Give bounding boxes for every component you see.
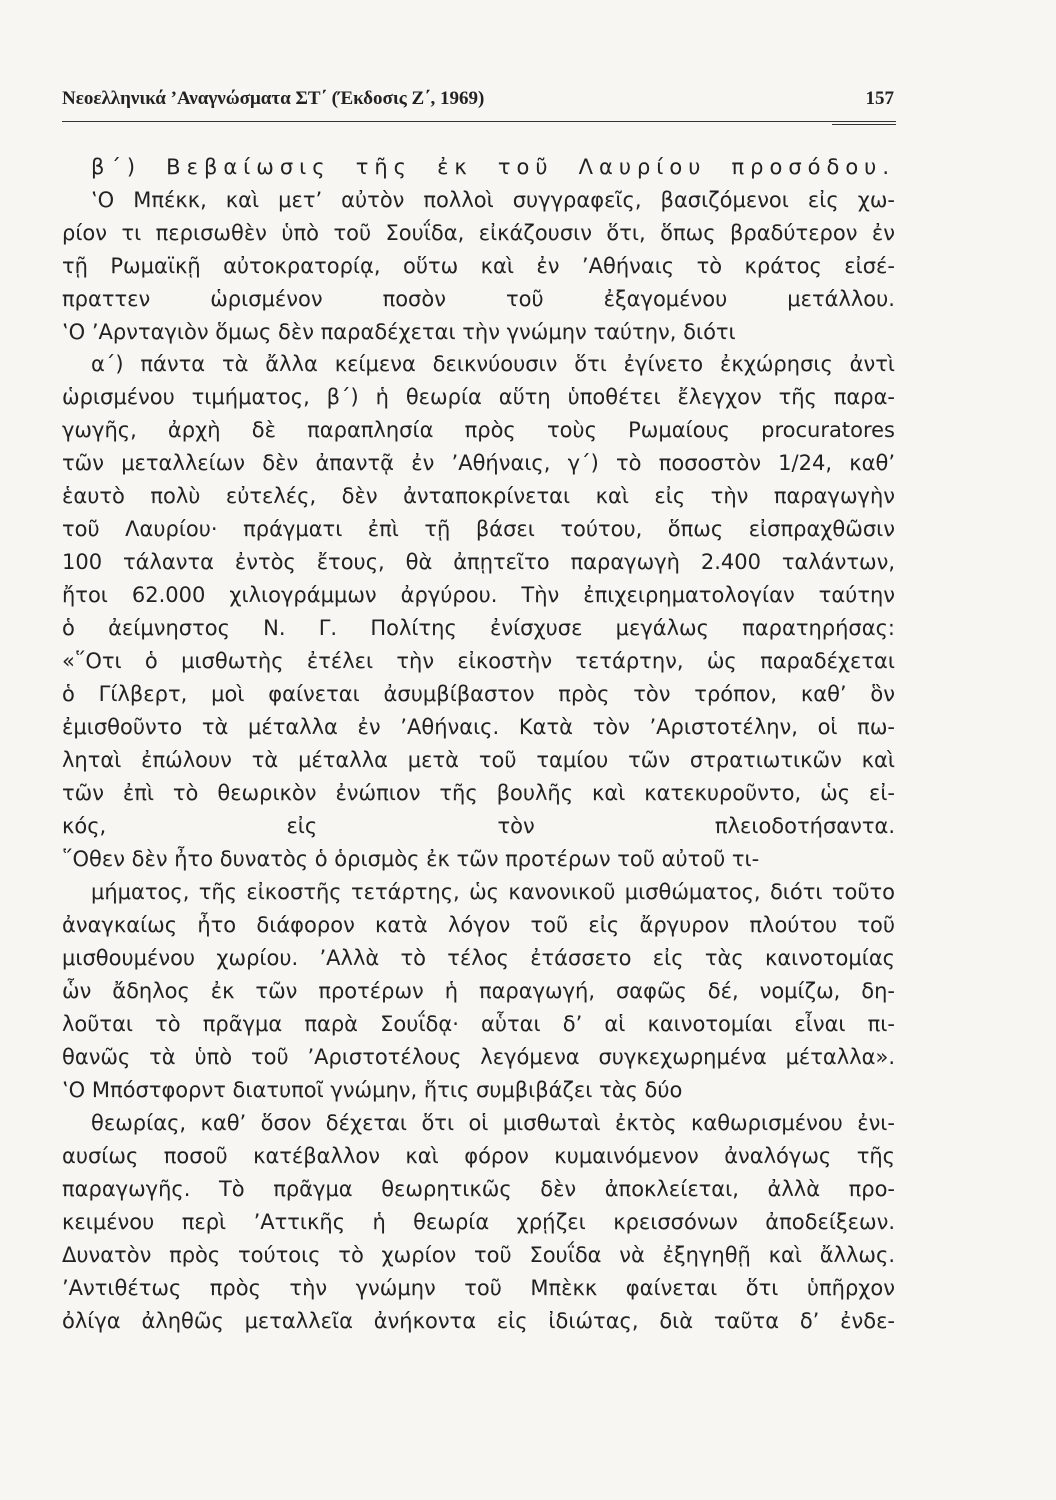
text-line: ὁ Γίλβερτ, μοὶ φαίνεται ἀσυμβίβαστον πρὸς τὸν τρόπον, καθ’ ὃν <box>62 682 895 706</box>
text-line: α΄) πάντα τὰ ἄλλα κείμενα δεικνύουσιν ὅτι ἐγίνετο ἐκχώρησις ἀντὶ <box>91 352 895 376</box>
header-rule <box>62 121 896 122</box>
text-line: ρίον τι περισωθὲν ὑπὸ τοῦ Σουΐδα, εἰκάζουσιν ὅτι, ὅπως βραδύτερον ἐν <box>62 221 895 245</box>
text-line: τῶν ἐπὶ τὸ θεωρικὸν ἐνώπιον τῆς βουλῆς καὶ κατεκυροῦντο, ὡς εἰ- <box>62 781 895 805</box>
text-line: ὧν ἄδηλος ἐκ τῶν προτέρων ἡ παραγωγή, σαφῶς δέ, νομίζω, δη- <box>62 979 895 1003</box>
text-line: τῇ Ρωμαϊκῇ αὐτοκρατορίᾳ, οὕτω καὶ ἐν ’Αθήναις τὸ κράτος εἰσέ- <box>62 254 895 278</box>
section-heading: β΄) Βεβαίωσις τῆς ἐκ τοῦ Λαυρίου προσόδου. <box>91 155 895 179</box>
text-line: πραττεν ὡρισμένον ποσὸν τοῦ ἐξαγομένου μετάλλου. <box>62 287 895 311</box>
text-line: ὀλίγα ἀληθῶς μεταλλεῖα ἀνήκοντα εἰς ἰδιώτας, διὰ ταῦτα δ’ ἐνδε- <box>62 1309 895 1333</box>
text-line: ἑαυτὸ πολὺ εὐτελές, δὲν ἀνταποκρίνεται καὶ εἰς τὴν παραγωγὴν <box>62 484 895 508</box>
text-line: ἐμισθοῦντο τὰ μέταλλα ἐν ’Αθήναις. Κατὰ τὸν ’Αριστοτέλην, οἱ πω- <box>62 715 895 739</box>
text-line: ‛Ο Μπέκκ, καὶ μετ’ αὐτὸν πολλοὶ συγγραφεῖς, βασιζόμενοι εἰς χω- <box>91 188 895 212</box>
running-header <box>62 88 894 118</box>
text-line: λοῦται τὸ πρᾶγμα παρὰ Σουΐδᾳ· αὗται δ’ αἱ καινοτομίαι εἶναι πι- <box>62 1012 895 1036</box>
text-line: γωγῆς, ἀρχὴ δὲ παραπλησία πρὸς τοὺς Ρωμαίους procuratores <box>62 418 895 442</box>
text-line: ὁ ἀείμνηστος Ν. Γ. Πολίτης ἐνίσχυσε μεγάλως παρατηρήσας: <box>62 616 895 640</box>
text-line: μισθουμένου χωρίου. ’Αλλὰ τὸ τέλος ἐτάσσετο εἰς τὰς καινοτομίας <box>62 946 895 970</box>
text-line <box>62 1337 895 1371</box>
running-title: Νεοελληνικά ’Αναγνώσματα ΣΤ΄ (Έκδοσις Ζ΄, 1969) <box>62 88 485 109</box>
text-line: κός, εἰς τὸν πλειοδοτήσαντα. <box>62 814 895 838</box>
text-line: παραγωγῆς. Τὸ πρᾶγμα θεωρητικῶς δὲν ἀποκλείεται, ἀλλὰ προ- <box>62 1177 895 1201</box>
text-line: 100 τάλαντα ἐντὸς ἔτους, θὰ ἀπῃτεῖτο παραγωγὴ 2.400 ταλάντων, <box>62 550 895 574</box>
page-number-underline <box>832 124 896 125</box>
text-line: ‛Ο ’Αρνταγιὸν ὅμως δὲν παραδέχεται τὴν γνώμην ταύτην, διότι <box>62 320 736 344</box>
text-line: τοῦ Λαυρίου· πράγματι ἐπὶ τῇ βάσει τούτου, ὅπως εἰσπραχθῶσιν <box>62 517 895 541</box>
text-line: θεωρίας, καθ’ ὅσον δέχεται ὅτι οἱ μισθωταὶ ἐκτὸς καθωρισμένου ἐνι- <box>91 1111 895 1135</box>
text-line: «῞Οτι ὁ μισθωτὴς ἐτέλει τὴν εἰκοστὴν τετάρτην, ὡς παραδέχεται <box>62 649 895 673</box>
text-line: ἤτοι 62.000 χιλιογράμμων ἀργύρου. Τὴν ἐπιχειρηματολογίαν ταύτην <box>62 583 895 607</box>
text-line: θανῶς τὰ ὑπὸ τοῦ ’Αριστοτέλους λεγόμενα συγκεχωρημένα μέταλλα». <box>62 1045 895 1069</box>
text-line: ληταὶ ἐπώλουν τὰ μέταλλα μετὰ τοῦ ταμίου τῶν στρατιωτικῶν καὶ <box>62 748 895 772</box>
text-line: ἀναγκαίως ἦτο διάφορον κατὰ λόγον τοῦ εἰς ἄργυρον πλούτου τοῦ <box>62 913 895 937</box>
text-line: μήματος, τῆς εἰκοστῆς τετάρτης, ὡς κανονικοῦ μισθώματος, διότι τοῦτο <box>91 880 895 904</box>
text-line: Δυνατὸν πρὸς τούτοις τὸ χωρίον τοῦ Σουΐδα νὰ ἐξηγηθῇ καὶ ἄλλως. <box>62 1243 895 1267</box>
text-line: ῞Οθεν δὲν ἦτο δυνατὸς ὁ ὁρισμὸς ἐκ τῶν προτέρων τοῦ αὐτοῦ τι- <box>62 847 760 871</box>
text-line: ‛Ο Μπόστφορντ διατυποῖ γνώμην, ἥτις συμβιβάζει τὰς δύο <box>62 1078 683 1102</box>
text-line: ’Αντιθέτως πρὸς τὴν γνώμην τοῦ Μπὲκκ φαίνεται ὅτι ὑπῆρχον <box>62 1276 895 1300</box>
page-number: 157 <box>865 88 894 109</box>
text-line: τῶν μεταλλείων δὲν ἀπαντᾷ ἐν ’Αθήναις, γ΄) τὸ ποσοστὸν 1/24, καθ’ <box>62 451 895 475</box>
text-line: ὡρισμένου τιμήματος, β΄) ἡ θεωρία αὕτη ὑποθέτει ἔλεγχον τῆς παρα- <box>62 385 895 409</box>
text-line: αυσίως ποσοῦ κατέβαλλον καὶ φόρον κυμαινόμενον ἀναλόγως τῆς <box>62 1144 895 1168</box>
text-line: κειμένου περὶ ’Αττικῆς ἡ θεωρία χρῄζει κρεισσόνων ἀποδείξεων. <box>62 1210 895 1234</box>
